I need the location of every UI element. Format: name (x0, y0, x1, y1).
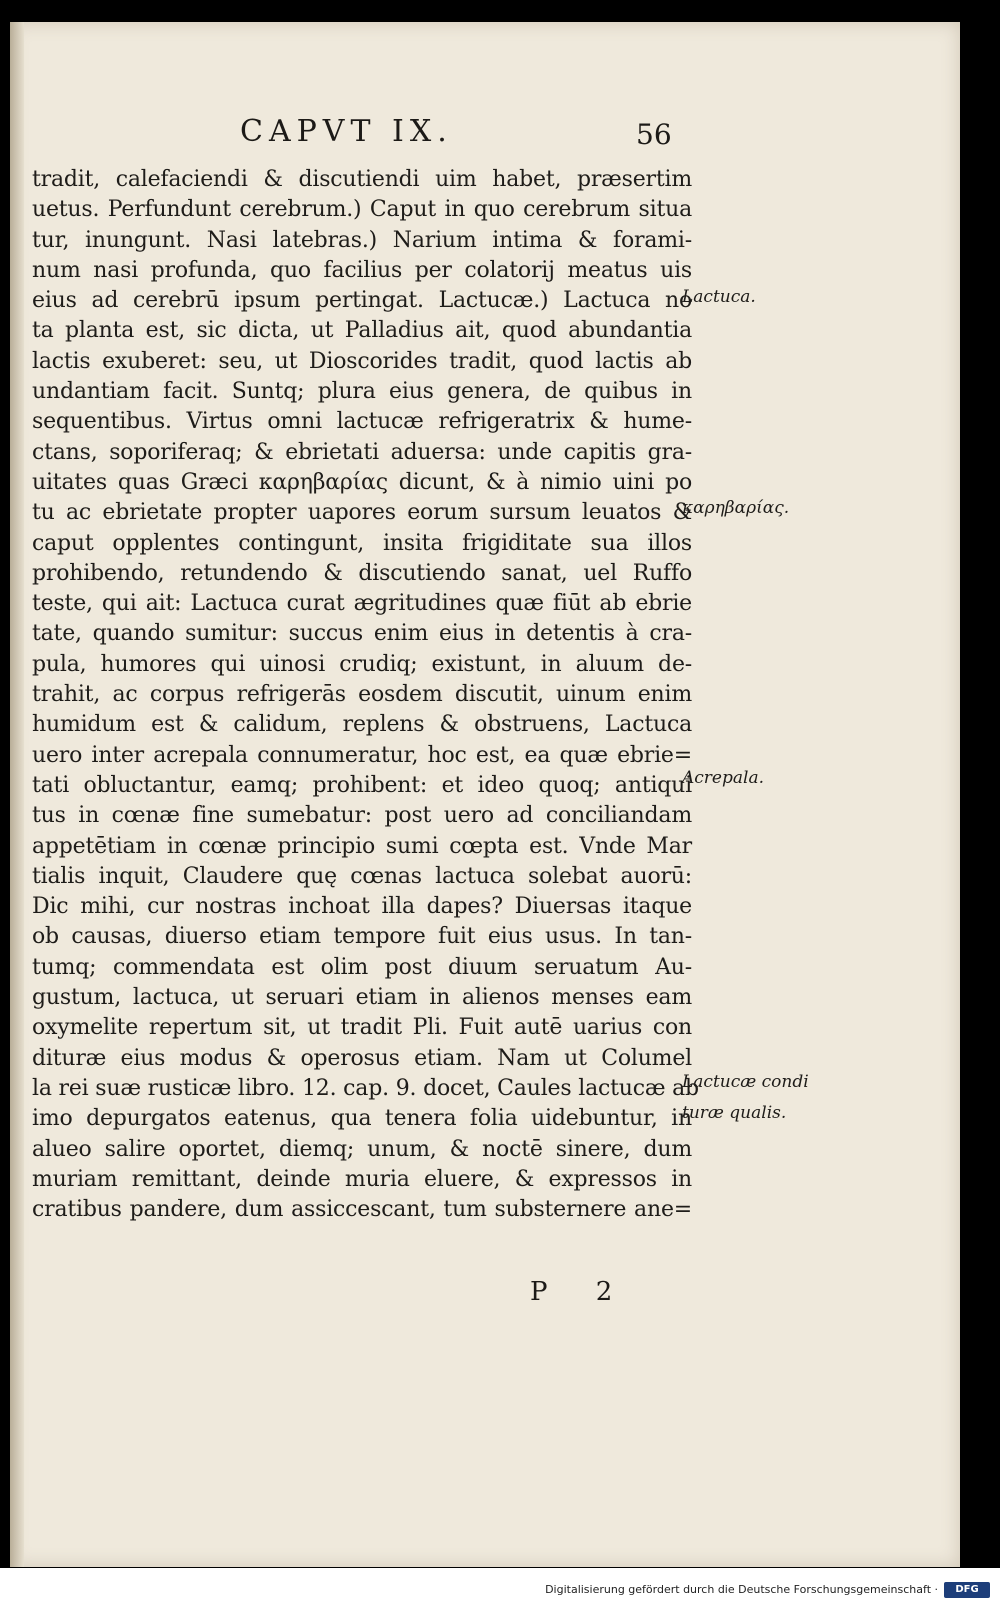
text-line: lactis exuberet: seu, ut Dioscorides tradit, quod lactis ab (32, 348, 692, 374)
text-line: uetus. Perfundunt cerebrum.) Caput in quo cerebrum situa (32, 197, 692, 223)
text-line: uitates quas Græci καρηβαρίας dicunt, & à nimio uini po (32, 469, 692, 495)
book-page (10, 22, 960, 1567)
margin-note-lactucae-conditurae-1: Lactucæ condi (682, 1072, 809, 1092)
text-line: ctans, soporiferaq; & ebrietati aduersa: unde capitis gra- (32, 439, 692, 465)
text-line: teste, qui ait: Lactuca curat ægritudines quæ fiūt ab ebrie (32, 591, 692, 617)
text-line: ta planta est, sic dicta, ut Palladius ait, quod abundantia (32, 318, 692, 344)
text-line: Dic mihi, cur nostras inchoat illa dapes? Diuersas itaque (32, 894, 692, 920)
text-line: cratibus pandere, dum assiccescant, tum substernere ane= (32, 1197, 692, 1223)
text-line: tradit, calefaciendi & discutiendi uim habet, præsertim (32, 167, 692, 192)
page-number: 56 (636, 118, 672, 151)
text-line: humidum est & calidum, replens & obstruens, Lactuca (32, 712, 692, 738)
text-line: ob causas, diuerso etiam tempore fuit eius usus. In tan- (32, 924, 692, 950)
text-line: num nasi profunda, quo facilius per colatorij meatus uis (32, 257, 692, 283)
funding-credit: Digitalisierung gefördert durch die Deutsche Forschungsgemeinschaft · (545, 1583, 938, 1596)
text-line: muriam remittant, deinde muria eluere, & expressos in (32, 1166, 692, 1192)
text-line: trahit, ac corpus refrigerās eosdem discutit, uinum enim (32, 682, 692, 708)
signature-mark: P 2 (530, 1277, 633, 1307)
text-line: prohibendo, retundendo & discutiendo sanat, uel Ruffo (32, 560, 692, 586)
text-line: uero inter acrepala connumeratur, hoc est, ea quæ ebrie= (32, 742, 692, 768)
margin-note-acrepala: Acrepala. (682, 768, 764, 788)
running-head: CAPVT IX. (240, 114, 453, 149)
digitization-footer (0, 1568, 1000, 1604)
text-line: tumq; commendata est olim post diuum seruatum Au- (32, 954, 692, 980)
text-line: tus in cœnæ fine sumebatur: post uero ad conciliandam (32, 803, 692, 829)
text-line: tati obluctantur, eamq; prohibent: et ideo quoq; antiqui (32, 772, 692, 798)
text-line: sequentibus. Virtus omni lactucæ refrigeratrix & hume- (32, 409, 692, 435)
main-text-block (32, 165, 699, 1225)
text-line: tate, quando sumitur: succus enim eius in detentis à cra- (32, 621, 692, 647)
text-line: alueo salire oportet, diemq; unum, & noctē sinere, dum (32, 1136, 692, 1162)
text-line: gustum, lactuca, ut seruari etiam in alienos menses eam (32, 985, 692, 1011)
text-line: undantiam facit. Suntq; plura eius genera, de quibus in (32, 379, 692, 405)
text-line: tu ac ebrietate propter uapores eorum sursum leuatos & (32, 500, 692, 526)
text-line: tur, inungunt. Nasi latebras.) Narium intima & forami- (32, 227, 692, 253)
text-line: imo depurgatos eatenus, qua tenera folia uidebuntur, in (32, 1106, 692, 1132)
margin-note-lactuca: Lactuca. (682, 287, 756, 307)
text-line: appetētiam in cœnæ principio sumi cœpta est. Vnde Mar (32, 833, 692, 859)
text-line: eius ad cerebrū ipsum pertingat. Lactucæ.) Lactuca no (32, 288, 692, 314)
text-line: oxymelite repertum sit, ut tradit Pli. Fuit autē uarius con (32, 1015, 692, 1041)
text-line: caput opplentes contingunt, insita frigiditate sua illos (32, 530, 692, 556)
text-line: pula, humores qui uinosi crudiq; existunt, in aluum de- (32, 651, 692, 677)
dfg-logo: DFG (944, 1582, 990, 1598)
margin-note-karebarias: καρηβαρίας. (682, 498, 790, 518)
text-line: la rei suæ rusticæ libro. 12. cap. 9. docet, Caules lactucæ ab (32, 1075, 699, 1101)
text-line: dituræ eius modus & operosus etiam. Nam ut Columel (32, 1045, 692, 1071)
page-gutter-shadow (10, 22, 24, 1567)
margin-note-lactucae-conditurae-2: turæ qualis. (682, 1103, 787, 1123)
text-line: tialis inquit, Claudere quę cœnas lactuca solebat auorū: (32, 863, 692, 889)
